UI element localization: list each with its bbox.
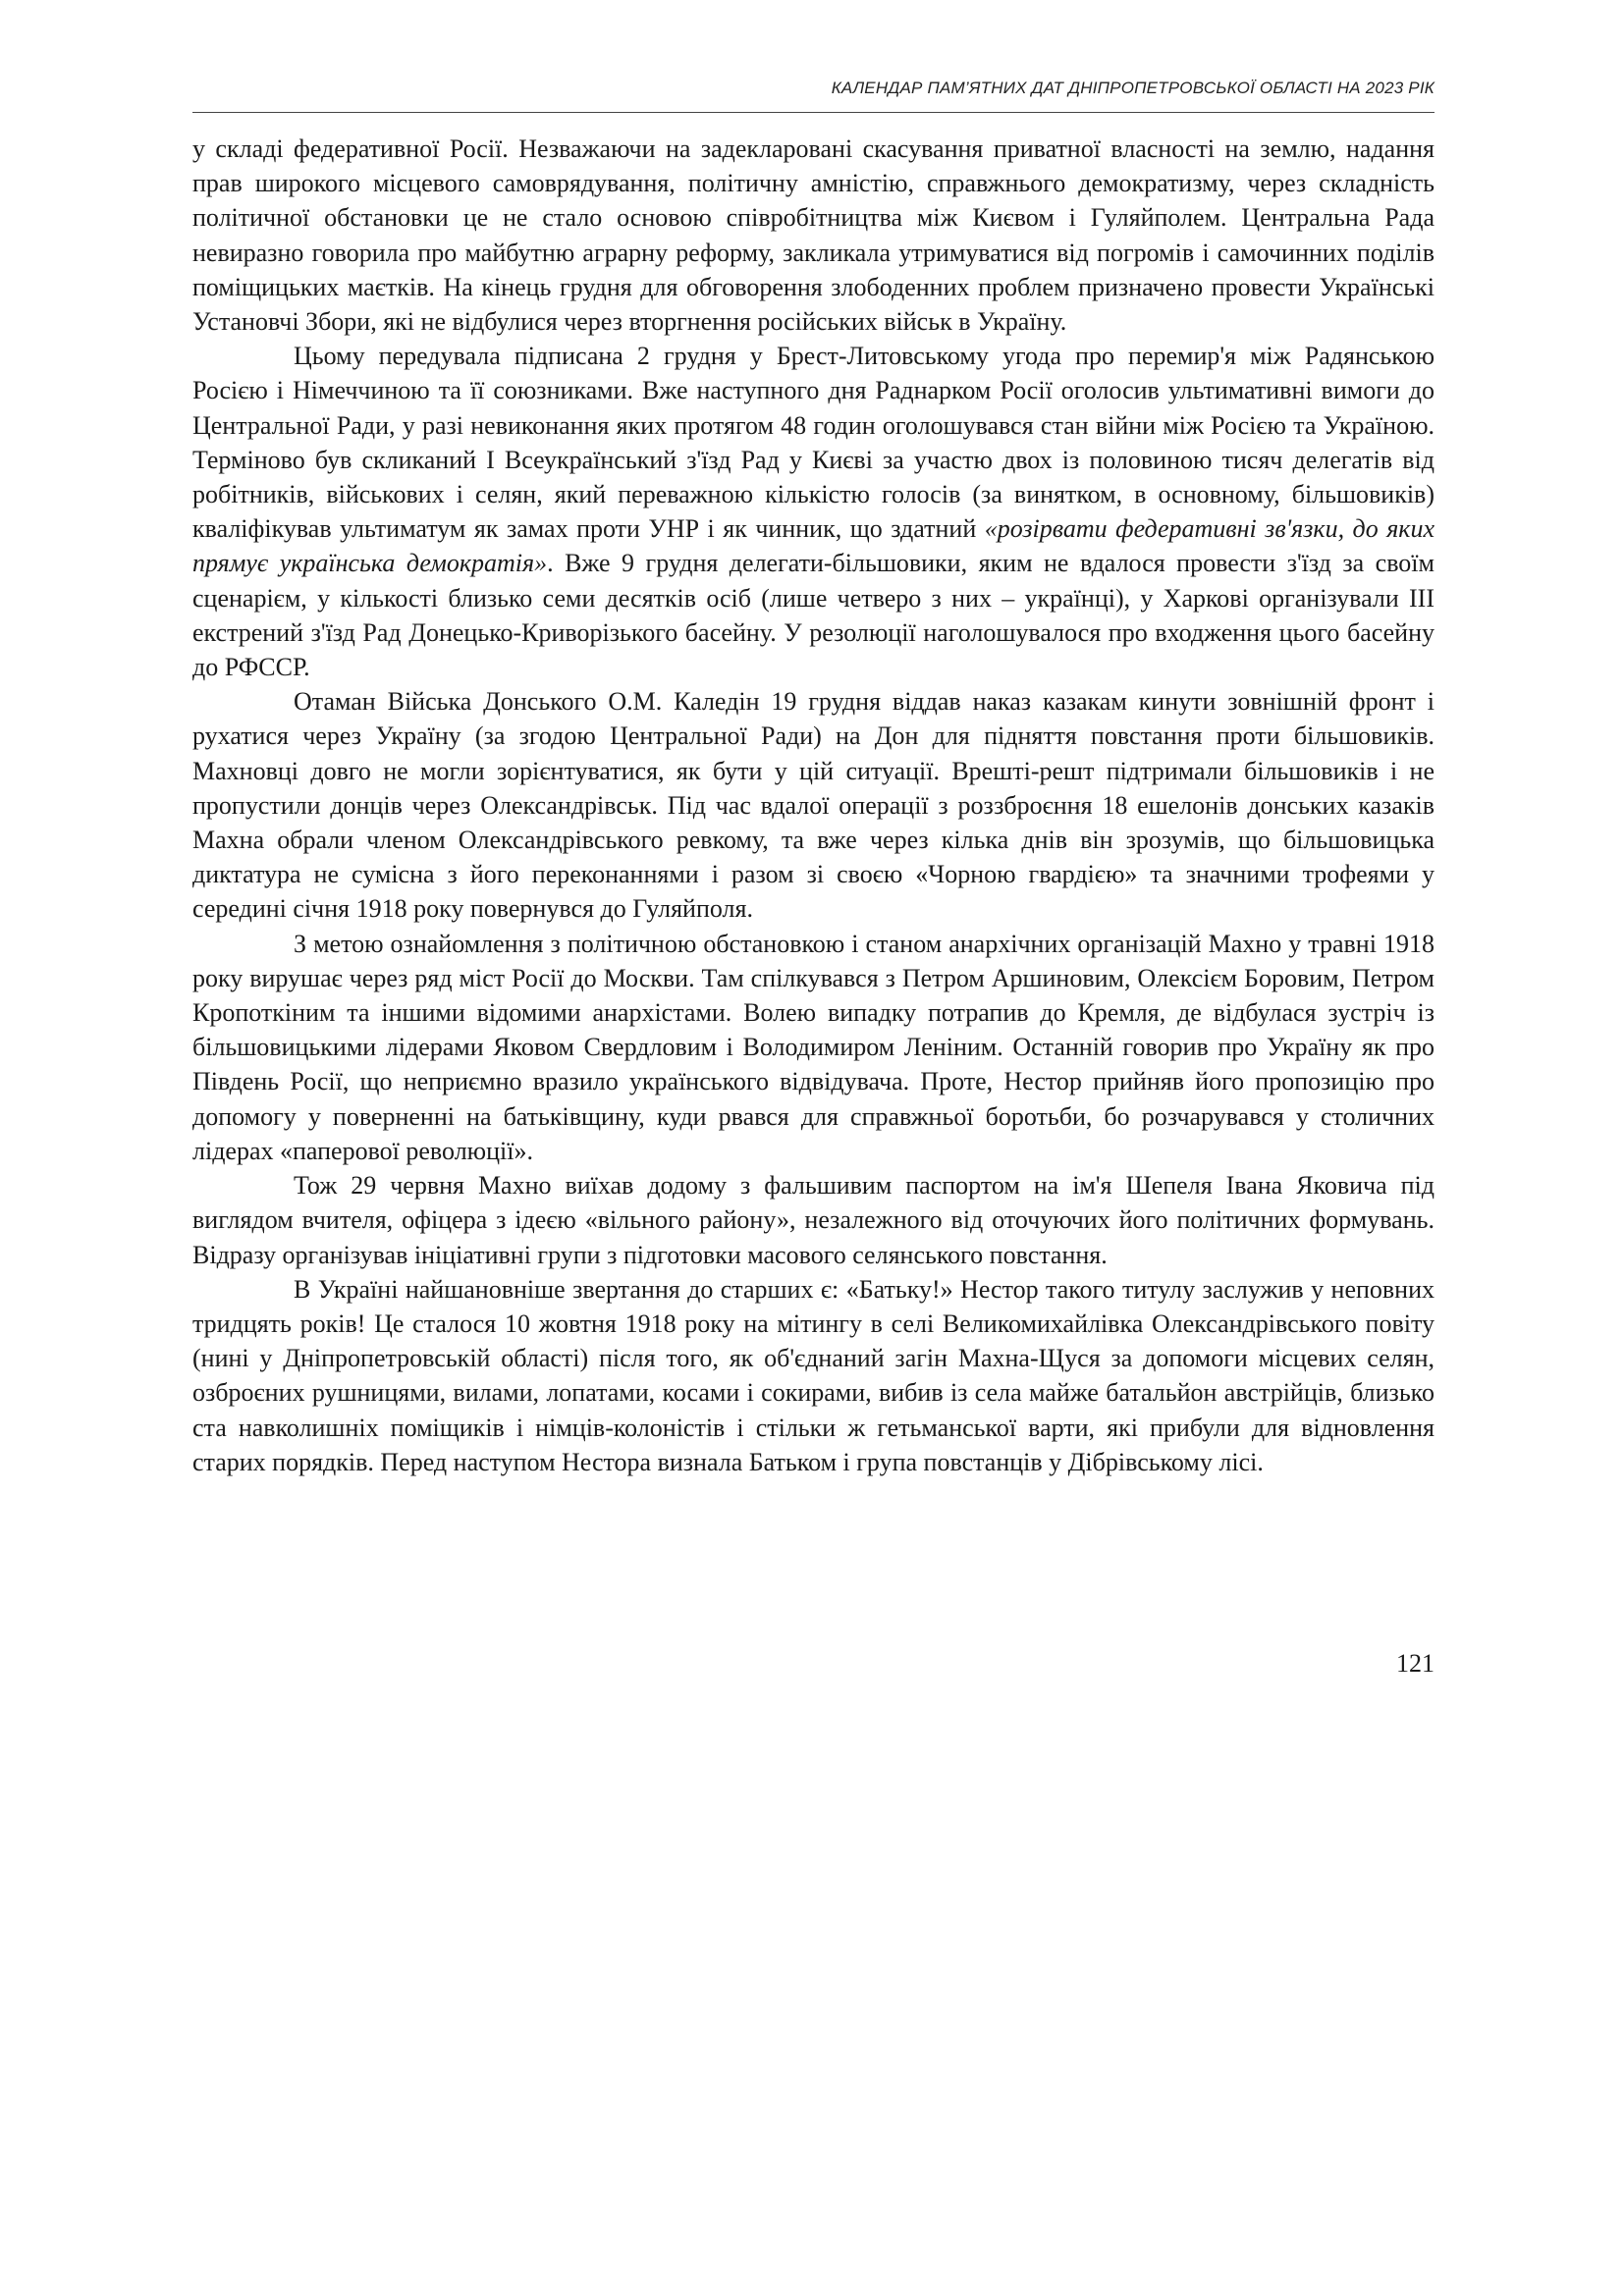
- paragraph-4: З метою ознайомлення з політичною обстановкою і станом анархічних організацій Махно у травні 1918 року вирушає через ряд міст Росії до Москви. Там спілкувався з Петром Аршиновим, Олексієм Боровим, Петром Кропоткіним та іншими відомими анархістами. Волею випадку потрапив до Кремля, де відбулася зустріч із більшовицькими лідерами Яковом Свердловим і Володимиром Леніним. Останній говорив про Україну як про Південь Росії, що неприємно вразило українського відвідувача. Проте, Нестор прийняв його пропозицію про допомогу у поверненні на батьківщину, куди рвався для справжньої боротьби, бо розчарувався у столичних лідерах «паперової революції».: [192, 929, 1435, 1165]
- paragraph-3: Отаман Війська Донського О.М. Каледін 19 грудня віддав наказ казакам кинути зовнішній фронт і рухатися через Україну (за згодою Центральної Ради) на Дон для підняття повстання проти більшовиків. Махновці довго не могли зорієнтуватися, як бути у цій ситуації. Врешті-решт підтримали більшовиків і не пропустили донців через Олександрівськ. Під час вдалої операції з роззброєння 18 ешелонів донських казаків Махна обрали членом Олександрівського ревкому, та вже через кілька днів він зрозумів, що більшовицька диктатура не сумісна з його переконаннями і разом зі своєю «Чорною гвардією» та значними трофеями у середині січня 1918 року повернувся до Гуляйполя.: [192, 687, 1435, 924]
- paragraph-2-text-before: Цьому передувала підписана 2 грудня у Брест-Литовському угода про перемир'я між Радянською Росією і Німеччиною та її союзниками. Вже наступного дня Раднарком Росії оголосив ультимативні вимоги до Центральної Ради, у разі невиконання яких протягом 48 годин оголошувався стан війни між Росією та Україною. Терміново був скликаний І Всеукраїнський з'їзд Рад у Києві за участю двох із половиною тисяч делегатів від робітників, військових і селян, який переважною кількістю голосів (за винятком, в основному, більшовиків) кваліфікував ультиматум як замах проти УНР і як чинник, що здатний: [192, 342, 1435, 544]
- paragraph-2-quote: «розірвати федеративні зв'язки, до яких прямує українська демократія»: [192, 514, 1435, 578]
- paragraph-2: [192, 339, 1435, 684]
- main-text: [192, 132, 1435, 1479]
- running-header: КАЛЕНДАР ПАМ’ЯТНИХ ДАТ ДНІПРОПЕТРОВСЬКОЇ ОБЛАСТІ НА 2023 РІК: [831, 79, 1435, 97]
- paragraph-5: Тож 29 червня Махно виїхав додому з фальшивим паспортом на ім'я Шепеля Івана Яковича під виглядом вчителя, офіцера з ідеєю «вільного району», незалежного від оточуючих його політичних формувань. Відразу організував ініціативні групи з підготовки масового селянського повстання.: [192, 1171, 1435, 1269]
- paragraph-2-text-after: . Вже 9 грудня делегати-більшовики, яким не вдалося провести з'їзд за своїм сценарієм, у кількості близько семи десятків осіб (лише четверо з них – українці), у Харкові організували ІІІ екстрений з'їзд Рад Донецько-Криворізького басейну. У резолюції наголошувалося про входження цього басейну до РФССР.: [192, 549, 1435, 682]
- paragraph-6: В Україні найшановніше звертання до старших є: «Батьку!» Нестор такого титулу заслужив у неповних тридцять років! Це сталося 10 жовтня 1918 року на мітингу в селі Великомихайлівка Олександрівського повіту (нині у Дніпропетровській області) після того, як об'єднаний загін Махна-Щуся за допомоги місцевих селян, озброєних рушницями, вилами, лопатами, косами і сокирами, вибив із села майже батальйон австрійців, близько ста навколишніх поміщиків і німців-колоністів і стільки ж гетьманської варти, які прибули для відновлення старих порядків. Перед наступом Нестора визнала Батьком і група повстанців у Дібрівському лісі.: [192, 1274, 1435, 1476]
- paragraph-1: у складі федеративної Росії. Незважаючи на задекларовані скасування приватної власності на землю, надання прав широкого місцевого самоврядування, політичну амністію, справжнього демократизму, через складність політичної обстановки це не стало основою співробітництва між Києвом і Гуляйполем. Центральна Рада невиразно говорила про майбутню аграрну реформу, закликала утримуватися від погромів і самочинних поділів поміщицьких маєтків. На кінець грудня для обговорення злободенних проблем призначено провести Українські Установчі Збори, які не відбулися через вторгнення російських військ в Україну.: [192, 134, 1435, 337]
- page-number: 121: [1396, 1649, 1435, 1678]
- header-divider: [192, 112, 1435, 113]
